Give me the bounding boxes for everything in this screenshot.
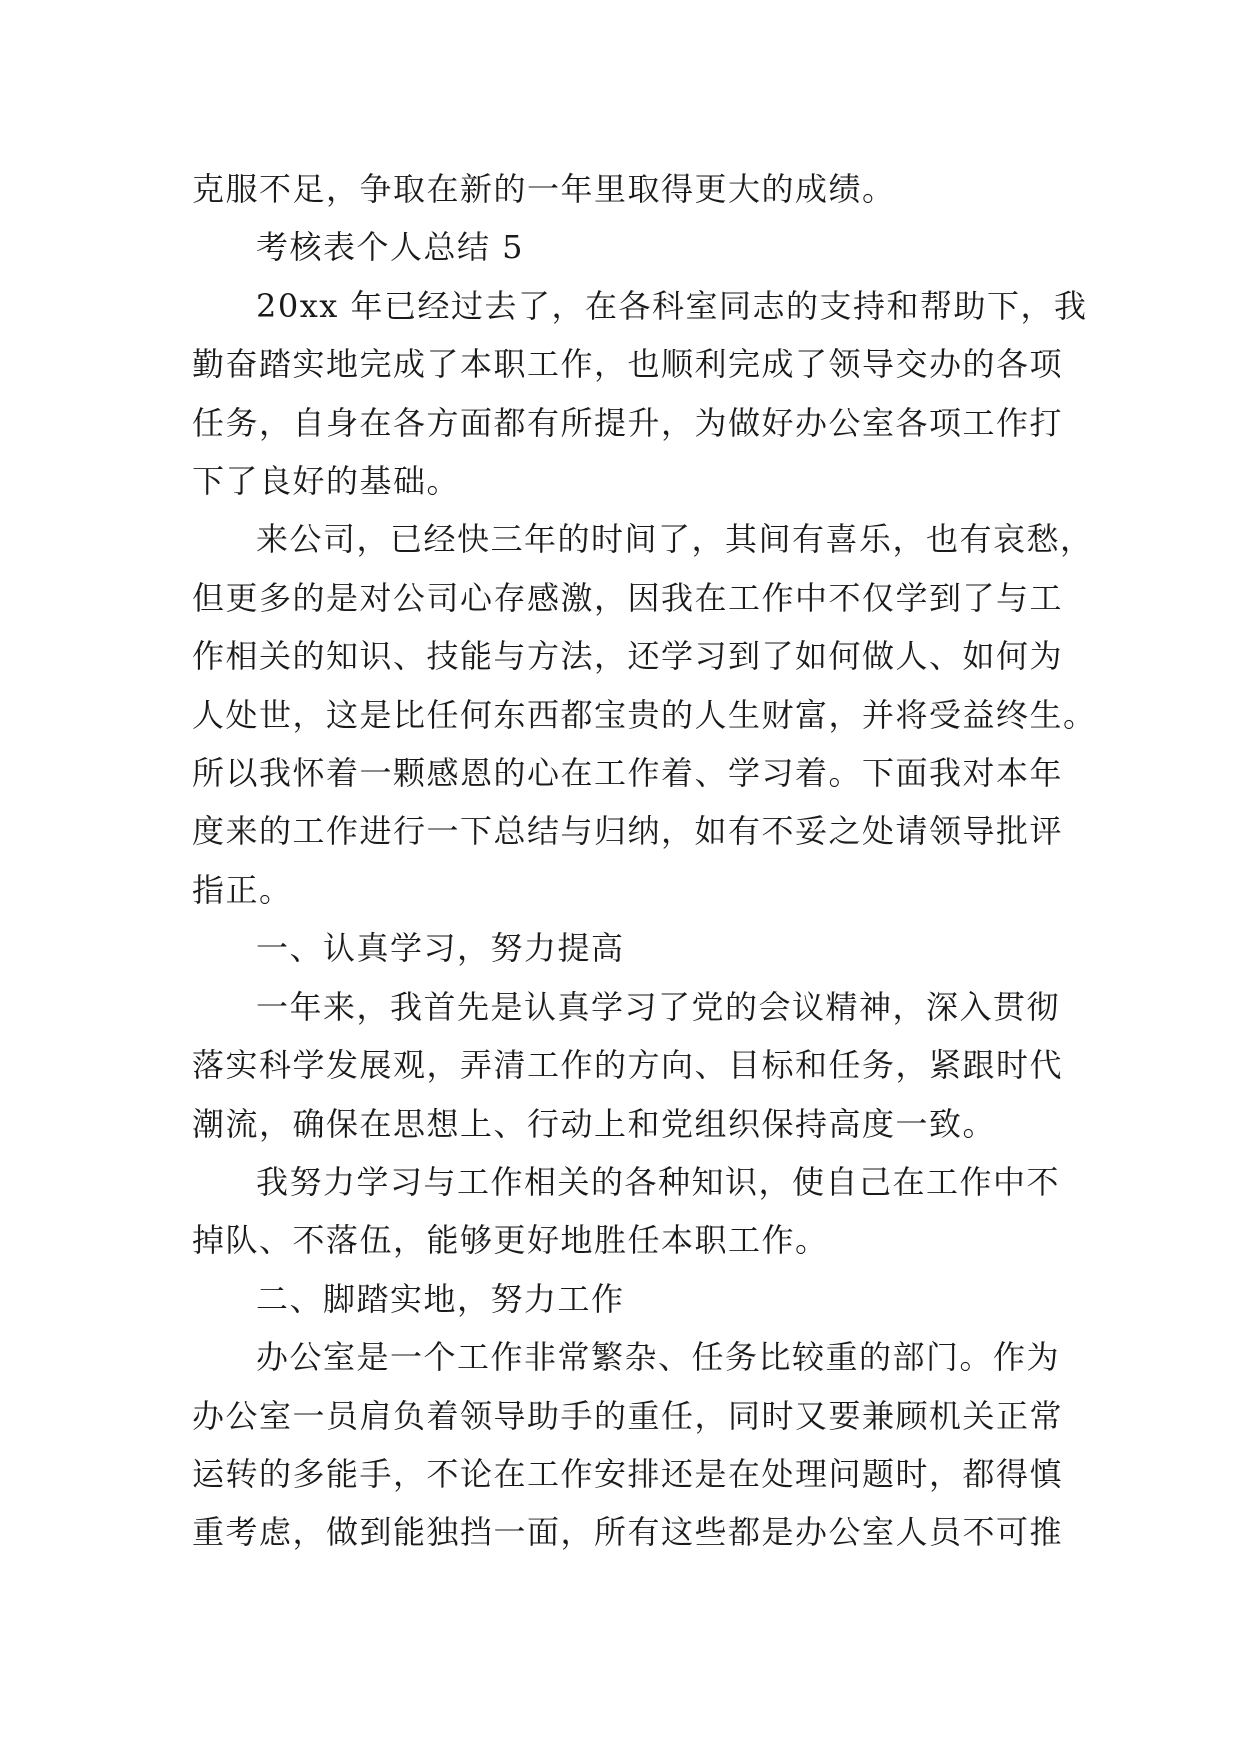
text-line: 运转的多能手，不论在工作安排还是在处理问题时，都得慎	[192, 1454, 1064, 1493]
paragraph	[192, 919, 1052, 977]
paragraph	[192, 218, 1052, 276]
paragraph	[192, 978, 1064, 1153]
text-line: 潮流，确保在思想上、行动上和党组织保持高度一致。	[192, 1104, 997, 1143]
text-line: 指正。	[192, 870, 293, 909]
text-line: 克服不足，争取在新的一年里取得更大的成绩。	[192, 170, 896, 208]
text-line: 二、脚踏实地，努力工作	[256, 1279, 625, 1318]
text-line: 办公室一员肩负着领导助手的重任，同时又要兼顾机关正常	[192, 1396, 1064, 1435]
text-line: 一年来，我首先是认真学习了党的会议精神，深入贯彻	[256, 987, 1061, 1026]
document-body	[192, 160, 1097, 1562]
text-line: 办公室是一个工作非常繁杂、任务比较重的部门。作为	[256, 1338, 1061, 1377]
paragraph	[192, 1270, 1052, 1328]
text-line: 我努力学习与工作相关的各种知识，使自己在工作中不	[256, 1162, 1061, 1201]
paragraph	[192, 1153, 1061, 1270]
text-line: 人处世，这是比任何东西都宝贵的人生财富，并将受益终生。	[192, 695, 1097, 734]
paragraph	[192, 277, 1088, 511]
text-line: 掉队、不落伍，能够更好地胜任本职工作。	[192, 1221, 829, 1260]
text-line: 一、认真学习，努力提高	[256, 929, 625, 968]
text-line: 作相关的知识、技能与方法，还学习到了如何做人、如何为	[192, 637, 1064, 676]
text-line: 落实科学发展观，弄清工作的方向、目标和任务，紧跟时代	[192, 1046, 1064, 1085]
text-line: 考核表个人总结 5	[256, 228, 525, 267]
text-line: 重考虑，做到能独挡一面，所有这些都是办公室人员不可推	[192, 1513, 1064, 1552]
paragraph	[192, 510, 1097, 919]
text-line: 任务，自身在各方面都有所提升，为做好办公室各项工作打	[192, 403, 1064, 442]
paragraph	[192, 160, 1052, 218]
paragraph	[192, 1328, 1064, 1562]
text-line: 下了良好的基础。	[192, 462, 461, 501]
text-line: 所以我怀着一颗感恩的心在工作着、学习着。下面我对本年	[192, 754, 1064, 793]
text-line: 度来的工作进行一下总结与归纳，如有不妥之处请领导批评	[192, 812, 1064, 851]
text-line: 勤奋踏实地完成了本职工作，也顺利完成了领导交办的各项	[192, 345, 1064, 384]
text-line: 20xx 年已经过去了，在各科室同志的支持和帮助下，我	[256, 286, 1088, 325]
text-line: 来公司，已经快三年的时间了，其间有喜乐，也有哀愁，	[256, 520, 1094, 559]
text-line: 但更多的是对公司心存感激，因我在工作中不仅学到了与工	[192, 578, 1064, 617]
